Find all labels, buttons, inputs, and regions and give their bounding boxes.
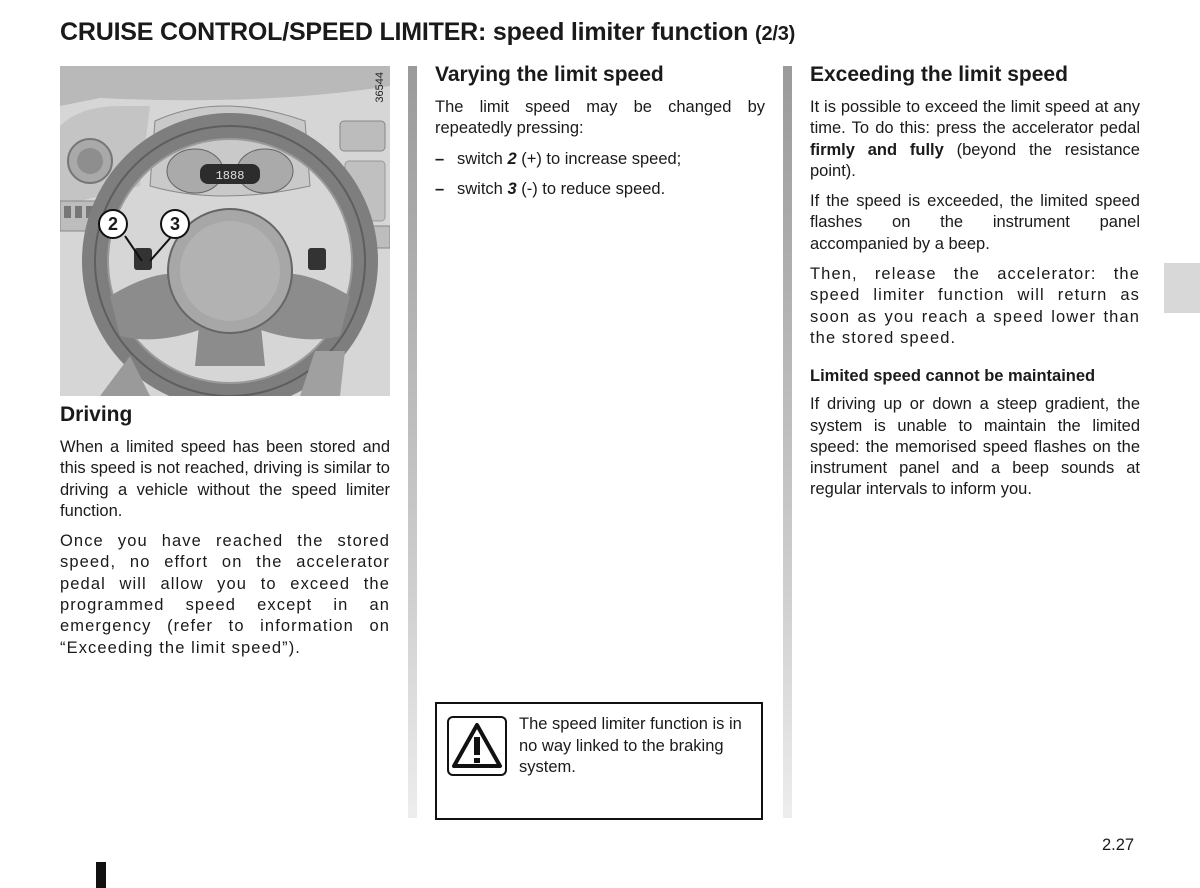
chapter-tab [1164,263,1200,313]
driving-section [60,402,390,659]
page-title-text: CRUISE CONTROL/SPEED LIMITER: speed limiter function [60,18,749,46]
column-divider-bar [783,66,792,818]
driving-paragraph: When a limited speed has been stored and this speed is not reached, driving is similar to driving a vehicle without the speed limiter function. [60,438,390,520]
crop-mark [96,862,106,888]
list-item-pre: switch [457,179,508,198]
left-column [60,66,390,668]
page-title-suffix: (2/3) [755,23,796,45]
list-item-pre: switch [457,149,508,168]
varying-intro: The limit speed may be changed by repeatedly pressing: [435,98,765,138]
warning-box [435,702,763,820]
exceeding-paragraph-2: If the speed is exceeded, the limited speed flashes on the instrument panel accompanied by a beep. [810,192,1140,253]
figure-code: 36544 [374,72,386,103]
switch-number: 3 [507,179,517,198]
section-heading-driving: Driving [60,403,133,426]
callout-switch-3: 3 [160,209,190,239]
exceeding-p1-pre: It is possible to exceed the limit speed at any time. To do this: press the accelerator pedal [810,98,1140,138]
driving-paragraph: Once you have reached the stored speed, no effort on the accelerator pedal will allow you to exceed the programmed speed except in an emergency (refer to information on “Exceeding the limit speed”). [60,532,390,657]
warning-text: The speed limiter function is in no way linked to the braking system. [519,715,742,776]
list-dash: – [435,179,445,198]
steering-wheel-illustration [60,66,390,396]
column-divider-bar [408,66,417,818]
right-column [810,62,1140,510]
switch-list [435,149,765,200]
exceeding-paragraph-1 [810,97,1140,182]
list-item [435,149,765,170]
exceeding-paragraph-4: If driving up or down a steep gradient, the system is unable to maintain the limited speed: the memorised speed flashes on the instrument panel and a beep sounds at regular intervals to inform you. [810,395,1140,499]
middle-column [435,62,765,209]
list-item [435,179,765,200]
callout-switch-2: 2 [98,209,128,239]
warning-triangle-icon [447,716,507,776]
exceeding-p1-bold: firmly and fully [810,140,944,159]
list-item-post: (+) to increase speed; [516,149,682,168]
switch-number: 2 [507,149,517,168]
section-heading-exceeding: Exceeding the limit speed [810,63,1068,86]
page-number: 2.27 [1102,836,1135,854]
exceeding-paragraph-3: Then, release the accelerator: the speed limiter function will return as soon as you reach a speed lower than the stored speed. [810,265,1140,347]
subheading-speed-not-maintained: Limited speed cannot be maintained [810,367,1096,386]
page-title [60,18,795,47]
dash-display-digits: 1888 [215,169,245,183]
exceeding-p1-post: (beyond the resistance point). [810,140,1140,180]
section-heading-varying: Varying the limit speed [435,63,664,86]
list-item-post: (-) to reduce speed. [516,179,666,198]
list-dash: – [435,149,445,168]
